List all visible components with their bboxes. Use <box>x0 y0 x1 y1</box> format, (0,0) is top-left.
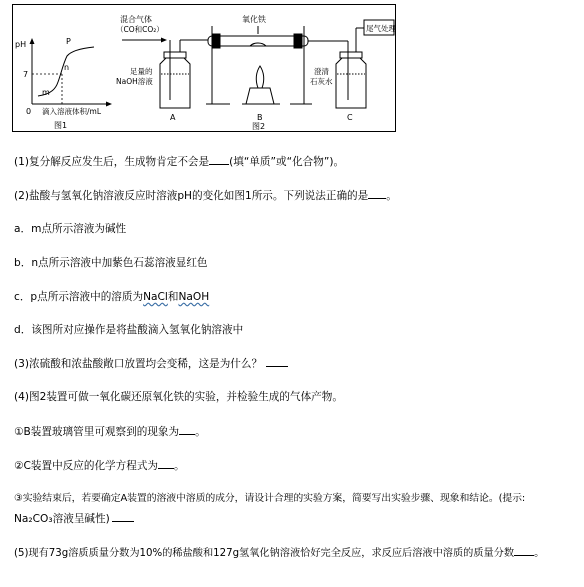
y-axis-label: pH <box>15 40 27 49</box>
question-1 <box>14 154 344 169</box>
question-2-blank <box>368 188 386 199</box>
question-3 <box>14 356 288 371</box>
graph-caption: 图1 <box>54 121 68 130</box>
option-c-nacl: NaCl <box>143 291 168 303</box>
x-axis-label: 滴入溶液体积/mL <box>42 107 102 116</box>
question-4-1 <box>14 424 206 439</box>
limewater-label-2: 石灰水 <box>310 77 333 86</box>
question-2 <box>14 188 397 203</box>
question-4-1-text: ①B装置玻璃管里可观察到的现象为 <box>14 426 180 438</box>
clamp-left <box>212 34 220 48</box>
option-d: d．该图所对应操作是将盐酸滴入氢氧化钠溶液中 <box>14 324 244 336</box>
question-4-1-blank <box>179 424 195 435</box>
option-c <box>14 290 209 304</box>
question-4-2-end: 。 <box>174 460 185 472</box>
point-n-label: n <box>64 63 70 72</box>
question-5 <box>14 545 544 561</box>
question-4-2 <box>14 458 185 473</box>
tick-7-label: 7 <box>23 70 29 79</box>
limewater-label-1: 澄清 <box>314 67 329 76</box>
question-4-2-blank <box>158 458 174 469</box>
question-4-3-line2-text: Na₂CO₃溶液呈碱性) <box>14 513 110 525</box>
question-3-text: (3)浓硫酸和浓盐酸敞口放置均会变稀，这是为什么？ <box>14 358 263 370</box>
question-4-2-text: ②C装置中反应的化学方程式为 <box>14 460 159 472</box>
option-c-text: c．p点所示溶液中的溶质为 <box>14 291 144 303</box>
question-5-text: (5)现有73g溶质质量分数为10%的稀盐酸和127g氢氧化钠溶液恰好完全反应，求反应后溶液中溶质的质量分数 <box>14 548 515 559</box>
question-5-blank <box>514 545 534 556</box>
label-b: B <box>257 113 263 122</box>
option-a: a．m点所示溶液为碱性 <box>14 223 127 235</box>
naoh-label-1: 足量的 <box>130 67 153 76</box>
option-c-and: 和 <box>167 291 179 303</box>
label-c: C <box>347 113 353 122</box>
naoh-label-2: NaOH溶液 <box>116 77 153 86</box>
question-2-end: 。 <box>386 190 397 202</box>
question-4-1-end: 。 <box>195 426 206 438</box>
label-a: A <box>170 113 176 122</box>
question-4-3-line1: ③实验结束后，若要确定A装置的溶液中溶质的成分，请设计合理的实验方案，简要写出实验步骤、现象和结论。(提示: <box>14 493 526 504</box>
point-m-label: m <box>42 88 50 97</box>
question-2-text: (2)盐酸与氢氧化钠溶液反应时溶液pH的变化如图1所示。下列说法正确的是 <box>14 190 369 202</box>
tail-gas-label: 尾气处理 <box>366 24 396 33</box>
apparatus-caption: 图2 <box>252 122 266 131</box>
origin-label: 0 <box>26 107 32 116</box>
figure <box>12 4 396 132</box>
iron-oxide-label: 氧化铁 <box>242 15 266 24</box>
question-3-blank <box>266 356 288 367</box>
option-b: b．n点所示溶液中加紫色石蕊溶液显红色 <box>14 257 208 269</box>
question-5-end: 。 <box>534 548 545 559</box>
question-1-blank <box>209 154 229 165</box>
point-p-label: P <box>66 37 71 46</box>
question-1-end: (填“单质”或“化合物”)。 <box>229 156 345 168</box>
clamp-right <box>294 34 302 48</box>
question-4: (4)图2装置可做一氧化碳还原氧化铁的实验，并检验生成的气体产物。 <box>14 391 343 403</box>
question-1-text: (1)复分解反应发生后，生成物肯定不会是 <box>14 156 210 168</box>
gas-label-1: 混合气体 <box>120 15 152 24</box>
question-4-3-blank <box>112 511 134 522</box>
question-4-3-line2 <box>14 511 134 526</box>
option-c-naoh: NaOH <box>178 291 210 303</box>
gas-label-2: （CO和CO₂） <box>116 25 164 34</box>
